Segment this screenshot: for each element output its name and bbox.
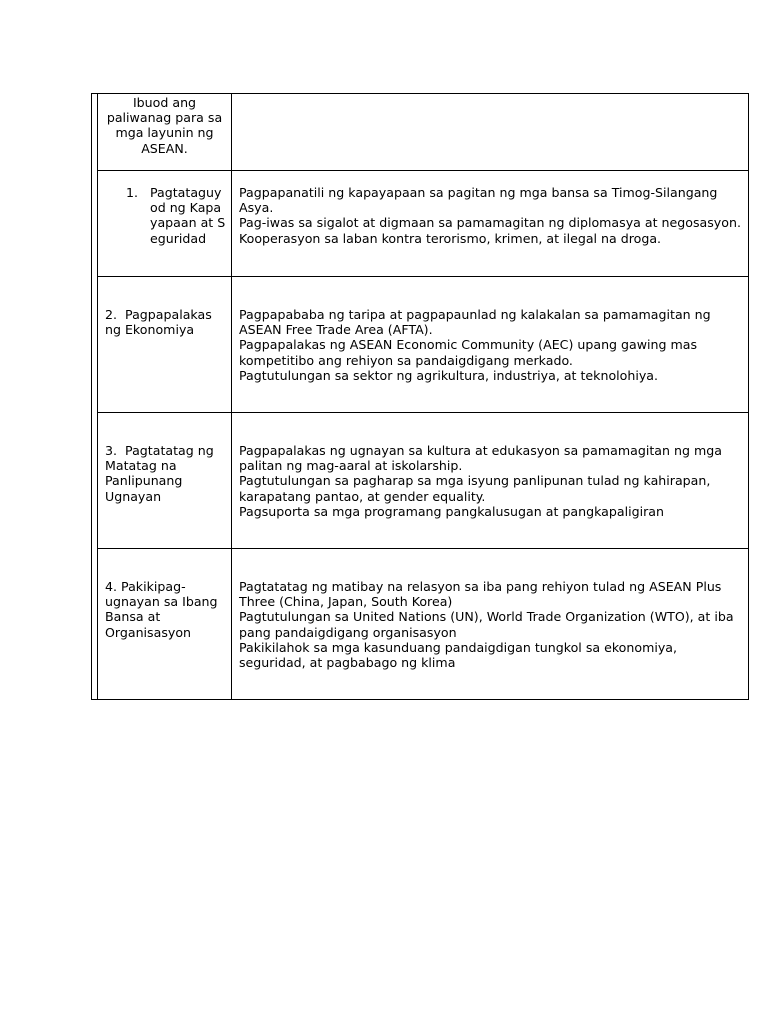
goal-title-cell: [98, 413, 232, 549]
description-line: Pagtutulungan sa pagharap sa mga isyung panlipunan tulad ng kahirapan, karapatang pantao, at gender equality.: [239, 473, 711, 504]
description-line: Pagtatatag ng matibay na relasyon sa iba pang rehiyon tulad ng ASEAN Plus Three (China, Japan, South Korea): [239, 579, 722, 610]
goal-description-cell: [232, 171, 749, 277]
goal-description: [232, 171, 748, 246]
goal-title: Pagpapalakas ng Ekonomiya: [105, 307, 212, 338]
goal-title-cell: [98, 171, 232, 277]
header-left-cell: [98, 94, 232, 171]
goal-number: 4.: [105, 579, 118, 594]
description-line: Pagpapalakas ng ugnayan sa kultura at edukasyon sa pamamagitan ng mga palitan ng mag-aaral at iskolarship.: [239, 443, 722, 474]
description-line: Pagpapanatili ng kapayapaan sa pagitan ng mga bansa sa Timog-Silangang Asya.: [239, 185, 718, 216]
table-row: [98, 549, 749, 700]
description-line: Pagtutulungan sa sektor ng agrikultura, industriya, at teknolohiya.: [239, 367, 659, 383]
goal-title-item: [98, 413, 231, 504]
header-right-cell: [232, 94, 749, 171]
description-line: Pagsuporta sa mga programang pangkalusugan at pangkapaligiran: [239, 503, 664, 519]
description-line: Pagtutulungan sa United Nations (UN), World Trade Organization (WTO), at iba pang pandaigdigang organisasyon: [239, 609, 734, 640]
goal-title: Pakikipag-ugnayan sa Ibang Bansa at Organisasyon: [105, 579, 218, 640]
goal-title-item: [98, 277, 231, 337]
instruction-text: Ibuod ang paliwanag para sa mga layunin ng ASEAN.: [106, 95, 223, 156]
goal-description-cell: [232, 413, 749, 549]
table-header-row: [98, 94, 749, 171]
goal-description: [232, 277, 748, 383]
goal-description-cell: [232, 277, 749, 413]
table-row: [98, 413, 749, 549]
description-line: Pagpapababa ng taripa at pagpapaunlad ng kalakalan sa pamamagitan ng ASEAN Free Trade Area (AFTA).: [239, 307, 711, 338]
goal-title-item: [98, 171, 231, 246]
table-row: [98, 277, 749, 413]
goal-title-cell: [98, 277, 232, 413]
goal-number: 2.: [105, 307, 118, 322]
goal-description: [232, 413, 748, 519]
goal-description-cell: [232, 549, 749, 700]
table-row: [98, 171, 749, 277]
description-line: Pagpapalakas ng ASEAN Economic Community (AEC) upang gawing mas kompetitibo ang rehiyon sa pandaigdigang merkado.: [239, 337, 698, 368]
description-line: Kooperasyon sa laban kontra terorismo, krimen, at ilegal na droga.: [239, 230, 662, 246]
asean-goals-table: [97, 93, 749, 700]
goal-number: 1.: [126, 185, 139, 200]
goal-title-cell: [98, 549, 232, 700]
goal-title: Pagtataguyod ng Kapayapaan at Seguridad: [150, 185, 226, 246]
description-line: Pakikilahok sa mga kasunduang pandaigdigan tungkol sa ekonomiya, seguridad, at pagbabago ng klima: [239, 639, 678, 671]
goal-title-item: [98, 549, 231, 640]
goal-number: 3.: [105, 443, 118, 458]
goal-title: Pagtatatag ng Matatag na Panlipunang Ugnayan: [105, 443, 214, 504]
goal-description: [232, 549, 748, 670]
description-line: Pag-iwas sa sigalot at digmaan sa pamamagitan ng diplomasya at negosasyon.: [239, 215, 741, 231]
